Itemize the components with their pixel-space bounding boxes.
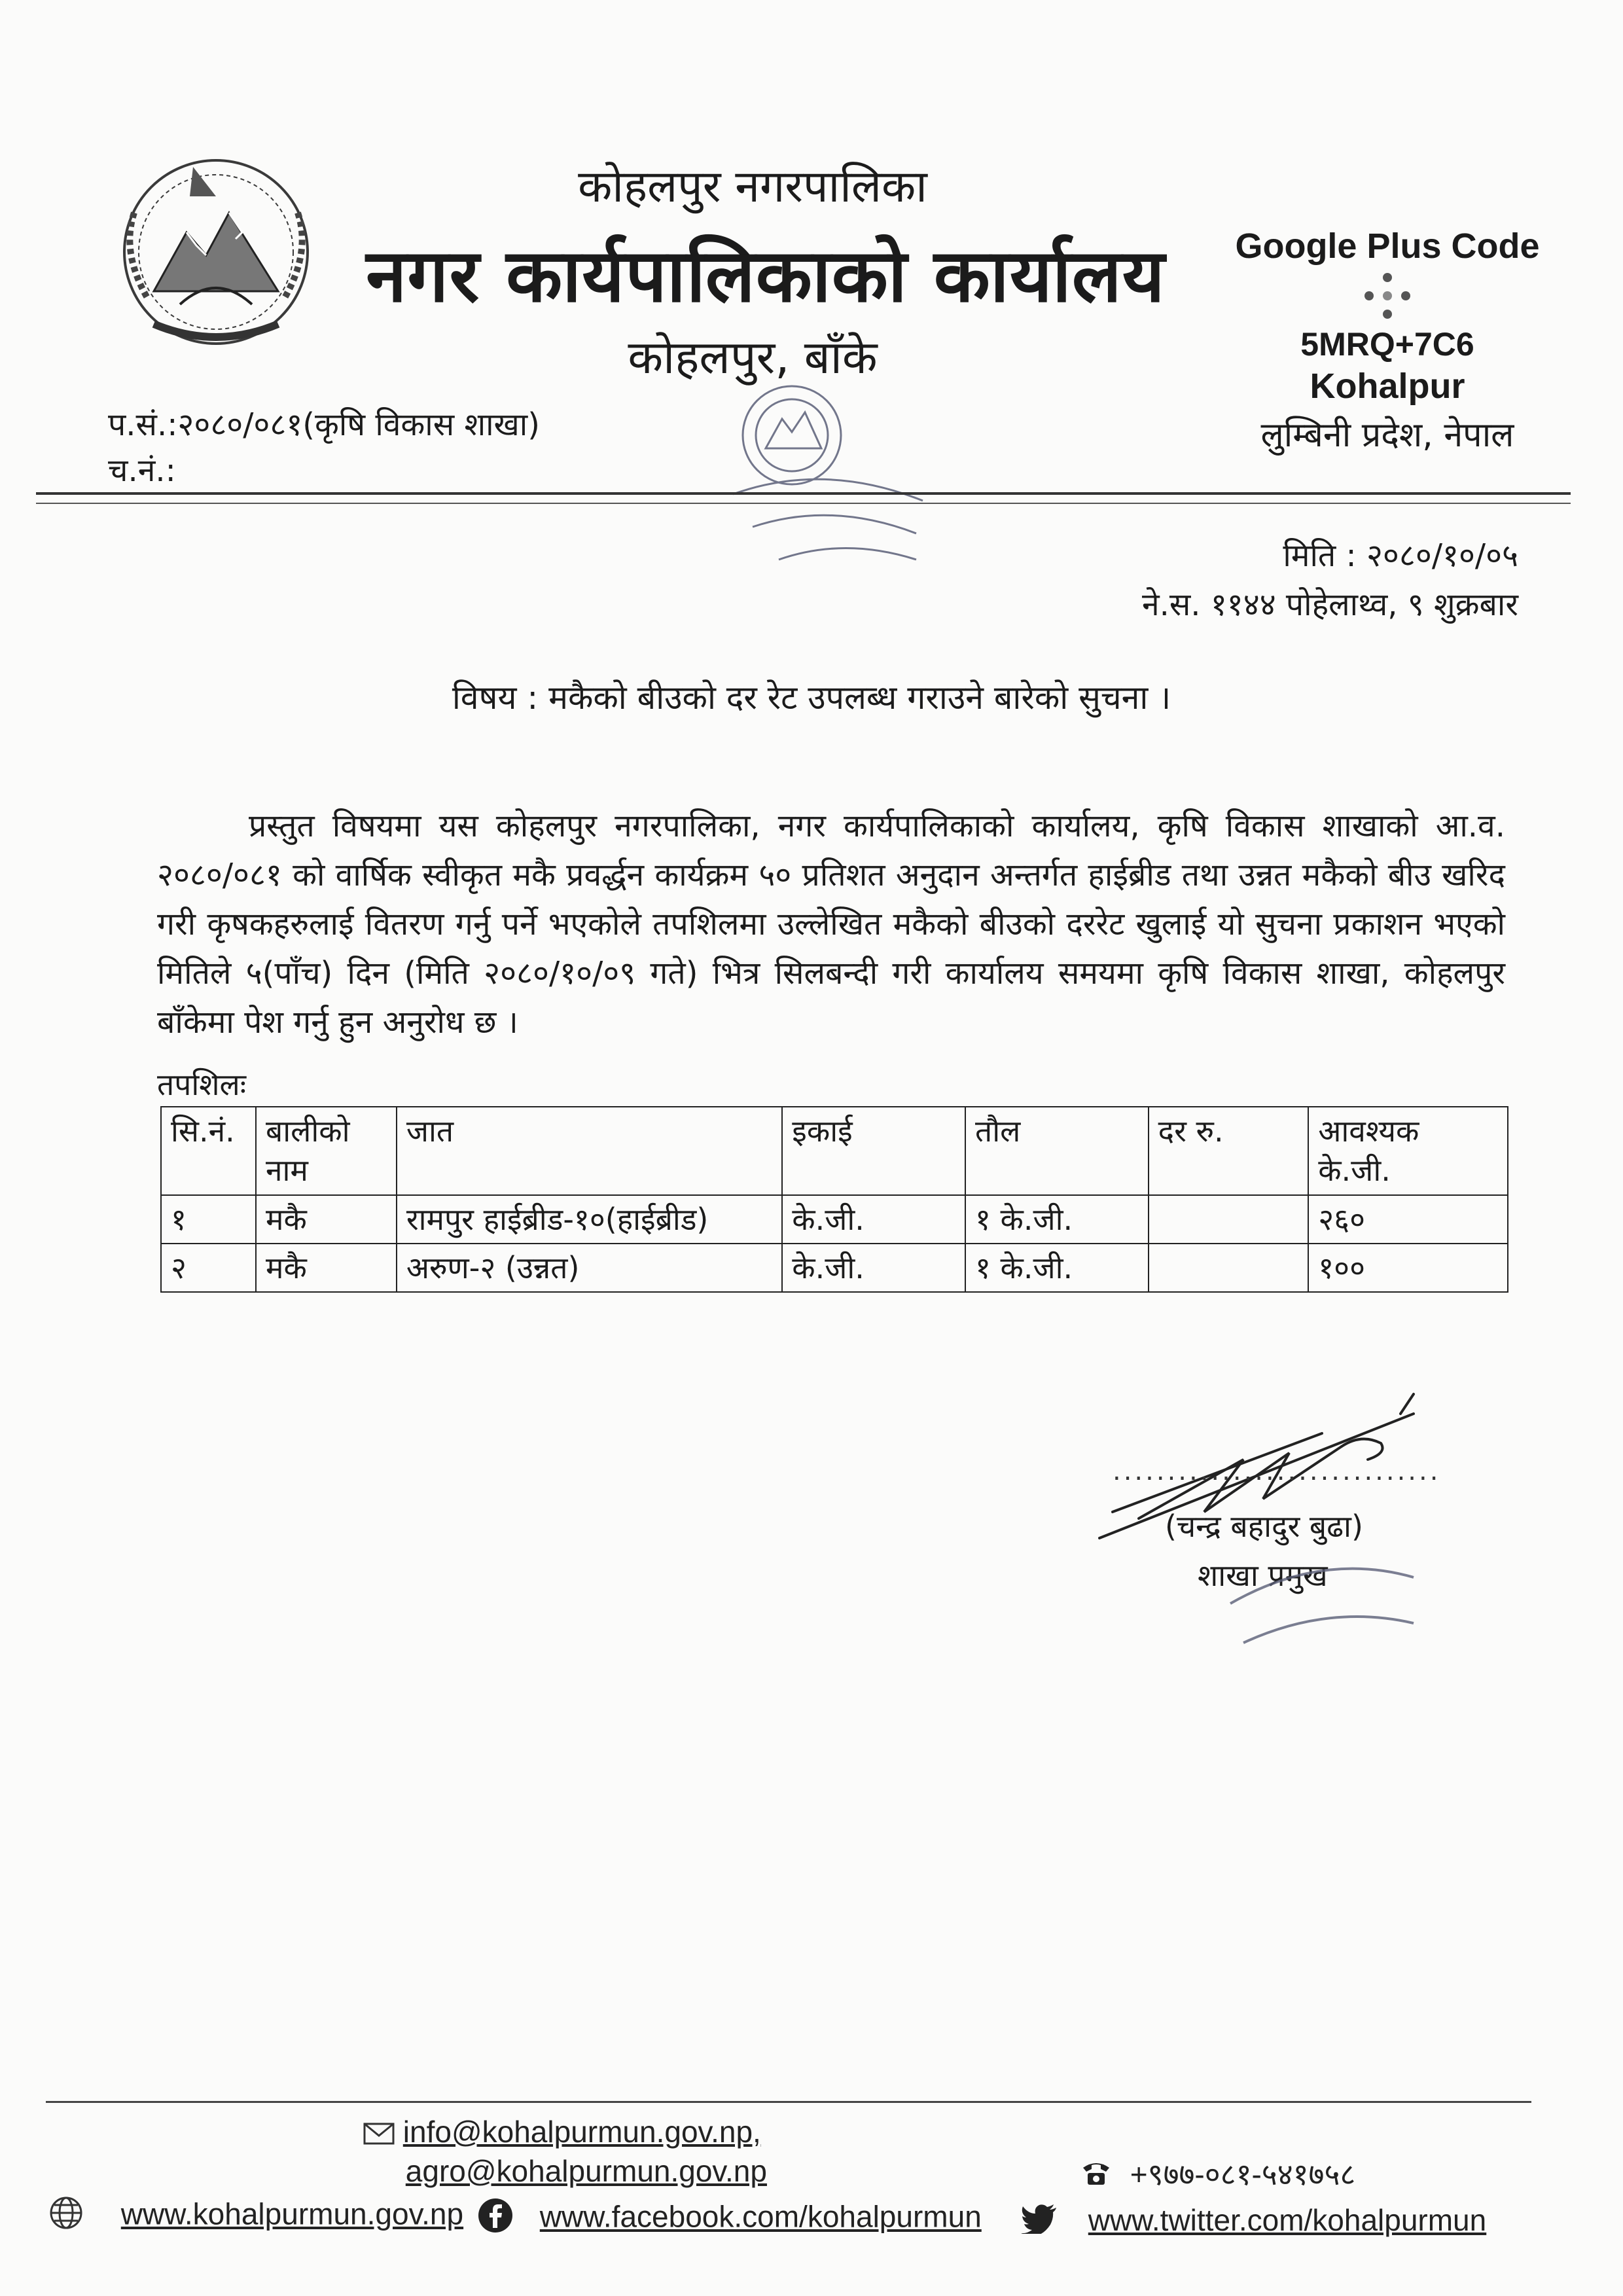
seed-rate-table (160, 1106, 1508, 1293)
table-cell: १ के.जी. (965, 1195, 1149, 1244)
google-plus-code (1204, 226, 1571, 457)
signature-dotted-line: .............................. (1113, 1456, 1441, 1486)
plus-code-province: लुम्बिनी प्रदेश, नेपाल (1260, 416, 1514, 455)
email-link[interactable]: info@kohalpurmun.gov.np, (402, 2115, 761, 2149)
footer-website[interactable] (111, 2196, 463, 2237)
notice-body: प्रस्तुत विषयमा यस कोहलपुर नगरपालिका, नगर कार्यपालिकाको कार्यालय, कृषि विकास शाखाको आ.व. २०८०/०८१ को वार्षिक स्वीकृत मकै प्रवर्द्धन कार्यक्रम ५० प्रतिशत अनुदान अन्तर्गत हाईब्रीड तथा उन्नत मकैको बीउ खरिद गरी कृषकहरुलाई वितरण गर्नु पर्ने भएकोले तपशिलमा उल्लेखित मकैको बीउको दररेट खुलाई यो सुचना प्रकाशन भएको मितिले ५(पाँच) दिन (मिति २०८०/१०/०९ गते) भित्र सिलबन्दी गरी कार्यालय समयमा कृषि विकास शाखा, कोहलपुर बाँकेमा पेश गर्नु हुन अनुरोध छ । (157, 808, 1505, 1041)
office-title: नगर कार्यपालिकाको कार्यालय (366, 234, 1166, 319)
section-chief-stamp (1217, 1525, 1427, 1656)
dispatch-number: च.नं.: (108, 452, 176, 489)
table-header: जात (397, 1107, 782, 1195)
header-rule (36, 492, 1571, 495)
signatory-role: शाखा प्रमुख (1198, 1558, 1328, 1593)
website-link[interactable]: www.kohalpurmun.gov.np (120, 2197, 464, 2231)
coat-of-arms-emblem (108, 141, 324, 357)
footer-rule (46, 2101, 1531, 2103)
footer-twitter[interactable] (1021, 2202, 1486, 2241)
table-cell: २६० (1308, 1195, 1508, 1244)
signatory-name: (चन्द्र बहादुर बुढा) (1165, 1509, 1363, 1544)
table-header: तौल (965, 1107, 1149, 1195)
table-cell: १ (161, 1195, 256, 1244)
plus-code-city: Kohalpur (1310, 367, 1465, 406)
table-cell (1149, 1244, 1309, 1292)
facebook-link[interactable]: www.facebook.com/kohalpurmun (539, 2199, 982, 2234)
header-rule-thin (36, 503, 1571, 504)
mail-icon (363, 2117, 395, 2152)
office-stamp (707, 363, 949, 579)
footer-facebook[interactable] (478, 2198, 982, 2240)
table-cell: २ (161, 1244, 256, 1292)
table-header: दर रु. (1149, 1107, 1309, 1195)
plus-code-icon (1364, 273, 1410, 319)
table-cell: के.जी. (782, 1195, 965, 1244)
nepal-sambat-date: ने.स. ११४४ पोहेलाथ्व, ९ शुक्रबार (1141, 586, 1518, 623)
table-header-row (161, 1107, 1508, 1195)
date-line: मिति : २०८०/१०/०५ (1283, 537, 1518, 574)
table-row (161, 1244, 1508, 1292)
table-cell: रामपुर हाईब्रीड-१०(हाईब्रीड) (397, 1195, 782, 1244)
globe-icon (49, 2196, 83, 2237)
twitter-link[interactable]: www.twitter.com/kohalpurmun (1088, 2203, 1487, 2237)
footer-email-1[interactable] (363, 2114, 761, 2152)
phone-icon (1080, 2159, 1113, 2195)
plus-code-title: Google Plus Code (1235, 226, 1540, 266)
table-row (161, 1195, 1508, 1244)
office-location: कोहलपुर, बाँके (628, 331, 878, 384)
footer-email-2[interactable] (363, 2153, 767, 2189)
table-header: आवश्यक के.जी. (1308, 1107, 1508, 1195)
table-header: बालीको नाम (256, 1107, 397, 1195)
reference-number: प.सं.:२०८०/०८१(कृषि विकास शाखा) (108, 406, 540, 443)
table-header: इकाई (782, 1107, 965, 1195)
footer-phone[interactable] (1080, 2153, 1355, 2195)
plus-code-value: 5MRQ+7C6 (1300, 326, 1474, 363)
table-cell: मकै (256, 1195, 397, 1244)
facebook-icon (478, 2198, 513, 2240)
tapsil-label: तपशिलः (157, 1067, 247, 1102)
table-cell: मकै (256, 1244, 397, 1292)
table-cell: १०० (1308, 1244, 1508, 1292)
table-cell (1149, 1195, 1309, 1244)
phone-number: +९७७-०८१-५४१७५८ (1130, 2157, 1356, 2191)
table-cell: के.जी. (782, 1244, 965, 1292)
table-cell: १ के.जी. (965, 1244, 1149, 1292)
twitter-icon (1021, 2204, 1058, 2241)
table-cell: अरुण-२ (उन्नत) (397, 1244, 782, 1292)
subject-line: विषय : मकैको बीउको दर रेट उपलब्ध गराउने बारेको सुचना । (452, 679, 1171, 717)
email-link[interactable]: agro@kohalpurmun.gov.np (405, 2154, 767, 2188)
table-header: सि.नं. (161, 1107, 256, 1195)
municipality-name: कोहलपुर नगरपालिका (578, 161, 927, 213)
